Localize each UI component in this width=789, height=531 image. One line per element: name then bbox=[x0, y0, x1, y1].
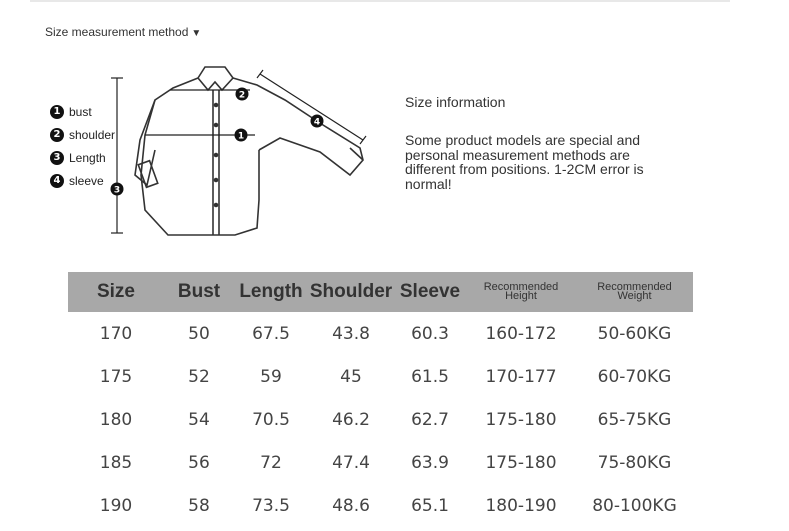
cell-sleeve: 60.3 bbox=[411, 323, 449, 344]
cell-shoulder: 47.4 bbox=[332, 452, 370, 473]
cell-bust: 52 bbox=[188, 366, 210, 387]
cell-size: 185 bbox=[99, 452, 133, 473]
legend-label: Length bbox=[69, 150, 106, 165]
cell-weight: 75-80KG bbox=[597, 452, 672, 473]
legend-label: shoulder bbox=[69, 127, 116, 142]
cell-length: 59 bbox=[260, 366, 282, 387]
marker-2: 2 bbox=[238, 90, 246, 101]
cell-length: 67.5 bbox=[252, 323, 290, 344]
cell-shoulder: 46.2 bbox=[332, 409, 370, 430]
chevron-down-icon: ▼ bbox=[191, 28, 202, 39]
cell-sleeve: 62.7 bbox=[411, 409, 449, 430]
size-method-dropdown[interactable] bbox=[45, 25, 201, 39]
table-row bbox=[68, 312, 693, 355]
cell-weight: 80-100KG bbox=[592, 495, 677, 516]
cell-height: 175-180 bbox=[485, 409, 557, 430]
legend-item bbox=[50, 146, 115, 169]
cell-size: 175 bbox=[99, 366, 133, 387]
header-recommended-height: Recommended Height bbox=[483, 281, 559, 302]
header-size: Size bbox=[96, 281, 136, 302]
legend-label: bust bbox=[69, 104, 92, 119]
cell-height: 160-172 bbox=[485, 323, 557, 344]
cell-sleeve: 65.1 bbox=[411, 495, 449, 516]
cell-sleeve: 61.5 bbox=[411, 366, 449, 387]
legend-number: 4 bbox=[50, 174, 64, 188]
cell-sleeve: 63.9 bbox=[411, 452, 449, 473]
cell-size: 170 bbox=[99, 323, 133, 344]
legend-item bbox=[50, 169, 115, 192]
cell-length: 70.5 bbox=[252, 409, 290, 430]
header-length: Length bbox=[239, 281, 303, 302]
measurement-legend bbox=[50, 100, 115, 192]
legend-label: sleeve bbox=[69, 173, 104, 188]
cell-bust: 56 bbox=[188, 452, 210, 473]
table-header bbox=[68, 272, 693, 312]
legend-number: 3 bbox=[50, 151, 64, 165]
size-info-text: Some product models are special and personal measurement methods are different from positions. 1-2CM error is normal! bbox=[405, 132, 644, 192]
cell-shoulder: 45 bbox=[340, 366, 362, 387]
marker-1: 1 bbox=[237, 131, 245, 142]
top-divider bbox=[30, 0, 730, 2]
cell-size: 180 bbox=[99, 409, 133, 430]
marker-4: 4 bbox=[313, 117, 321, 128]
cell-height: 175-180 bbox=[485, 452, 557, 473]
legend-item bbox=[50, 123, 115, 146]
marker-3: 3 bbox=[113, 185, 121, 196]
cell-weight: 60-70KG bbox=[597, 366, 672, 387]
cell-height: 180-190 bbox=[485, 495, 557, 516]
legend-number: 2 bbox=[50, 128, 64, 142]
cell-shoulder: 43.8 bbox=[332, 323, 370, 344]
cell-bust: 58 bbox=[188, 495, 210, 516]
cell-length: 73.5 bbox=[252, 495, 290, 516]
cell-size: 190 bbox=[99, 495, 133, 516]
method-label: Size measurement method bbox=[45, 25, 189, 39]
cell-weight: 50-60KG bbox=[597, 323, 672, 344]
cell-height: 170-177 bbox=[485, 366, 557, 387]
header-shoulder: Shoulder bbox=[309, 281, 393, 302]
table-row bbox=[68, 441, 693, 484]
table-row bbox=[68, 398, 693, 441]
table-row bbox=[68, 484, 693, 527]
header-recommended-weight: Recommended Weight bbox=[597, 281, 672, 302]
table-row bbox=[68, 355, 693, 398]
cell-weight: 65-75KG bbox=[597, 409, 672, 430]
cell-bust: 54 bbox=[188, 409, 210, 430]
header-bust: Bust bbox=[177, 281, 221, 302]
cell-bust: 50 bbox=[188, 323, 210, 344]
legend-number: 1 bbox=[50, 105, 64, 119]
size-table bbox=[68, 272, 693, 527]
cell-length: 72 bbox=[260, 452, 282, 473]
header-sleeve: Sleeve bbox=[399, 281, 461, 302]
cell-shoulder: 48.6 bbox=[332, 495, 370, 516]
legend-item bbox=[50, 100, 115, 123]
size-info-title: Size information bbox=[405, 94, 506, 110]
